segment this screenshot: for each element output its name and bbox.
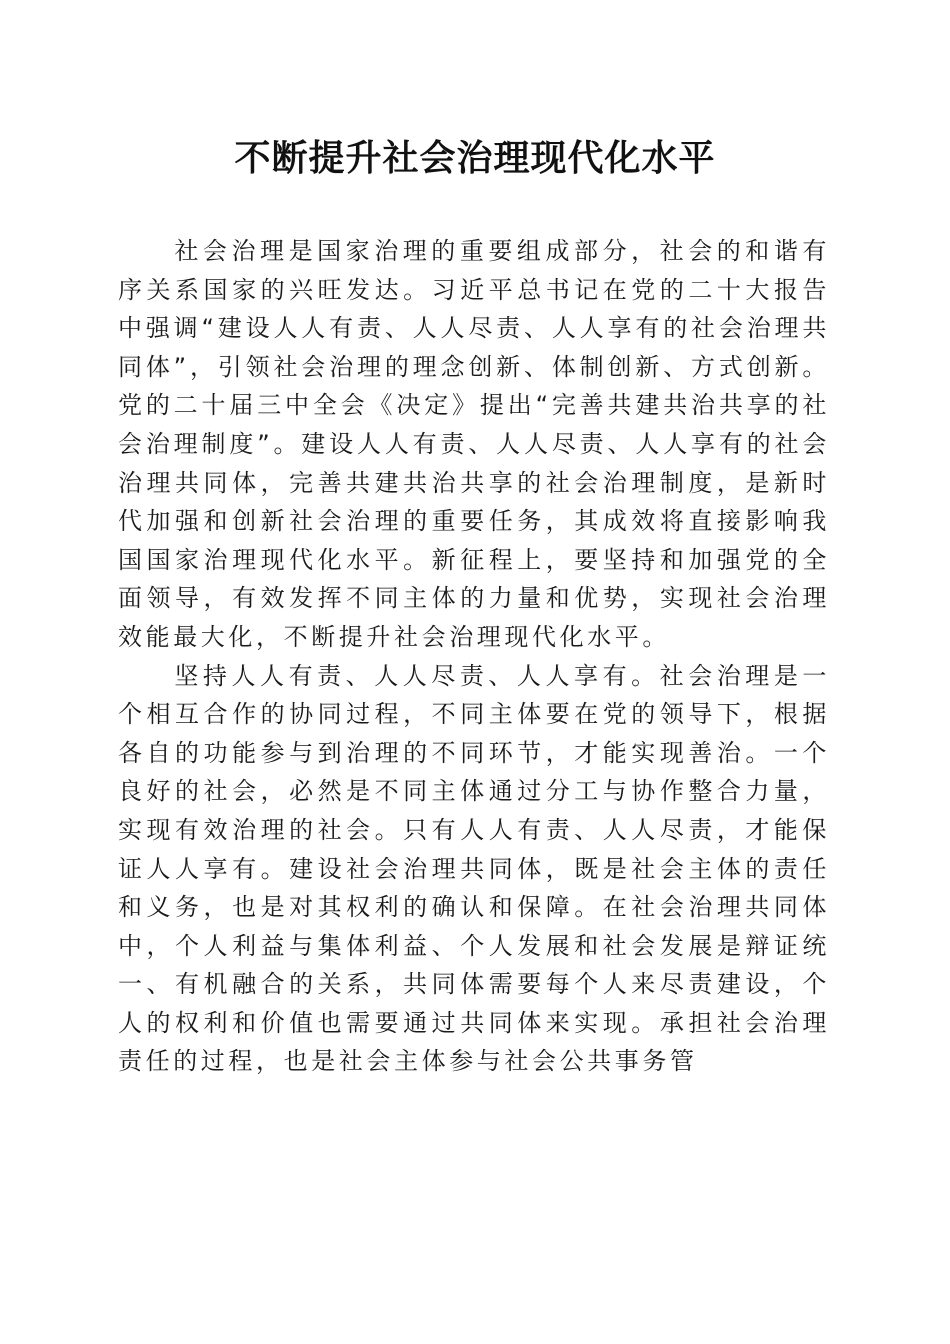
document-title: 不断提升社会治理现代化水平 <box>234 137 716 179</box>
paragraph-2: 坚持人人有责、人人尽责、人人享有。社会治理是一个相互合作的协同过程，不同主体要在党的领导下，根据各自的功能参与到治理的不同环节，才能实现善治。一个良好的社会，必然是不同主体通过分工与协作整合力量，实现有效治理的社会。只有人人有责、人人尽责，才能保证人人享有。建设社会治理共同体，既是社会主体的责任和义务，也是对其权利的确认和保障。在社会治理共同体中，个人利益与集体利益、个人发展和社会发展是辩证统一、有机融合的关系，共同体需要每个人来尽责建设，个人的权利和价值也需要通过共同体来实现。承担社会治理责任的过程，也是社会主体参与社会公共事务管 <box>118 661 830 1076</box>
paragraph-1: 社会治理是国家治理的重要组成部分，社会的和谐有序关系国家的兴旺发达。习近平总书记在党的二十大报告中强调“建设人人有责、人人尽责、人人享有的社会治理共同体”，引领社会治理的理念创新、体制创新、方式创新。党的二十届三中全会《决定》提出“完善共建共治共享的社会治理制度”。建设人人有责、人人尽责、人人享有的社会治理共同体，完善共建共治共享的社会治理制度，是新时代加强和创新社会治理的重要任务，其成效将直接影响我国国家治理现代化水平。新征程上，要坚持和加强党的全面领导，有效发挥不同主体的力量和优势，实现社会治理效能最大化，不断提升社会治理现代化水平。 <box>118 237 830 651</box>
document-body <box>118 232 830 1081</box>
